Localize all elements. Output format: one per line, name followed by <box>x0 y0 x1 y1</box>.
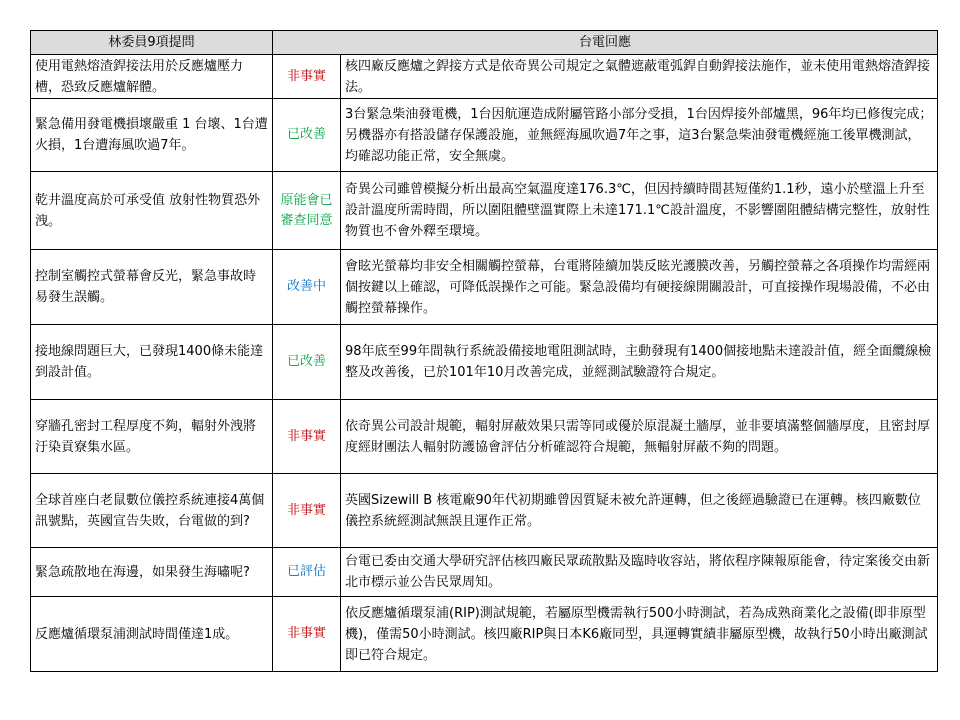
reply-cell: 會眩光螢幕均非安全相關觸控螢幕，台電將陸續加裝反眩光護膜改善，另觸控螢幕之各項操作均需經兩個按鍵以上確認，可降低誤操作之可能。緊急設備均有硬接線開關設計，可直接操作現場設備，不必由觸控螢幕操作。 <box>341 250 938 325</box>
table-row <box>31 172 938 250</box>
status-cell: 已改善 <box>273 325 341 400</box>
table-row <box>31 250 938 325</box>
reply-cell: 台電已委由交通大學研究評估核四廠民眾疏散點及臨時收容站，將依程序陳報原能會，待定案後交由新北市標示並公告民眾周知。 <box>341 548 938 597</box>
table-row <box>31 597 938 672</box>
issue-cell: 穿牆孔密封工程厚度不夠，輻射外洩將汙染貢寮集水區。 <box>31 400 273 474</box>
reply-cell: 核四廠反應爐之銲接方式是依奇異公司規定之氣體遮蔽電弧銲自動銲接法施作，並未使用電熱熔渣銲接法。 <box>341 55 938 99</box>
status-cell: 已改善 <box>273 99 341 172</box>
status-cell: 改善中 <box>273 250 341 325</box>
status-cell: 已評估 <box>273 548 341 597</box>
header-questions: 林委員9項提問 <box>31 31 273 55</box>
status-cell: 非事實 <box>273 597 341 672</box>
questions-reply-table <box>30 30 938 672</box>
table-row <box>31 474 938 548</box>
issue-cell: 全球首座白老鼠數位儀控系統連接4萬個訊號點，英國宣告失敗，台電做的到? <box>31 474 273 548</box>
status-cell: 原能會已審查同意 <box>273 172 341 250</box>
table-row <box>31 400 938 474</box>
issue-cell: 接地線問題巨大，已發現1400條未能達到設計值。 <box>31 325 273 400</box>
reply-cell: 英國Sizewill B 核電廠90年代初期雖曾因質疑未被允許運轉，但之後經過驗證已在運轉。核四廠數位儀控系統經測試無誤且運作正常。 <box>341 474 938 548</box>
issue-cell: 反應爐循環泵浦測試時間僅達1成。 <box>31 597 273 672</box>
issue-cell: 緊急疏散地在海邊，如果發生海嘯呢? <box>31 548 273 597</box>
table-row <box>31 55 938 99</box>
issue-cell: 控制室觸控式螢幕會反光，緊急事故時易發生誤觸。 <box>31 250 273 325</box>
status-cell: 非事實 <box>273 474 341 548</box>
status-cell: 非事實 <box>273 55 341 99</box>
status-cell: 非事實 <box>273 400 341 474</box>
reply-cell: 奇異公司雖曾模擬分析出最高空氣溫度達176.3℃，但因持續時間甚短僅約1.1秒，遠小於壁溫上升至設計溫度所需時間，所以圍阻體壁溫實際上未達171.1℃設計溫度，不影響圍阻體結構完整性，放射性物質也不會外釋至環境。 <box>341 172 938 250</box>
issue-cell: 緊急備用發電機損壞嚴重 1 台壞、1台遭火損，1台遭海風吹過7年。 <box>31 99 273 172</box>
table-row <box>31 99 938 172</box>
table-row <box>31 325 938 400</box>
reply-cell: 依反應爐循環泵浦(RIP)測試規範，若屬原型機需執行500小時測試，若為成熟商業化之設備(即非原型機)，僅需50小時測試。核四廠RIP與日本K6廠同型，具運轉實績非屬原型機，故執行50小時出廠測試即已符合規定。 <box>341 597 938 672</box>
reply-cell: 98年底至99年間執行系統設備接地電阻測試時，主動發現有1400個接地點未達設計值，經全面纜線檢整及改善後，已於101年10月改善完成，並經測試驗證符合規定。 <box>341 325 938 400</box>
reply-cell: 3台緊急柴油發電機，1台因航運造成附屬管路小部分受損，1台因焊接外部爐黑，96年均已修復完成；另機器亦有搭設儲存保護設施，並無經海風吹過7年之事，這3台緊急柴油發電機經施工後單機測試，均確認功能正常，安全無虞。 <box>341 99 938 172</box>
table-row <box>31 548 938 597</box>
reply-cell: 依奇異公司設計規範，輻射屏蔽效果只需等同或優於原混凝土牆厚，並非要填滿整個牆厚度，且密封厚度經財團法人輻射防護協會評估分析確認符合規範，無輻射屏蔽不夠的問題。 <box>341 400 938 474</box>
issue-cell: 乾井溫度高於可承受值 放射性物質恐外洩。 <box>31 172 273 250</box>
header-replies: 台電回應 <box>273 31 938 55</box>
table-header-row <box>31 31 938 55</box>
issue-cell: 使用電熱熔渣銲接法用於反應爐壓力槽，恐致反應爐解體。 <box>31 55 273 99</box>
